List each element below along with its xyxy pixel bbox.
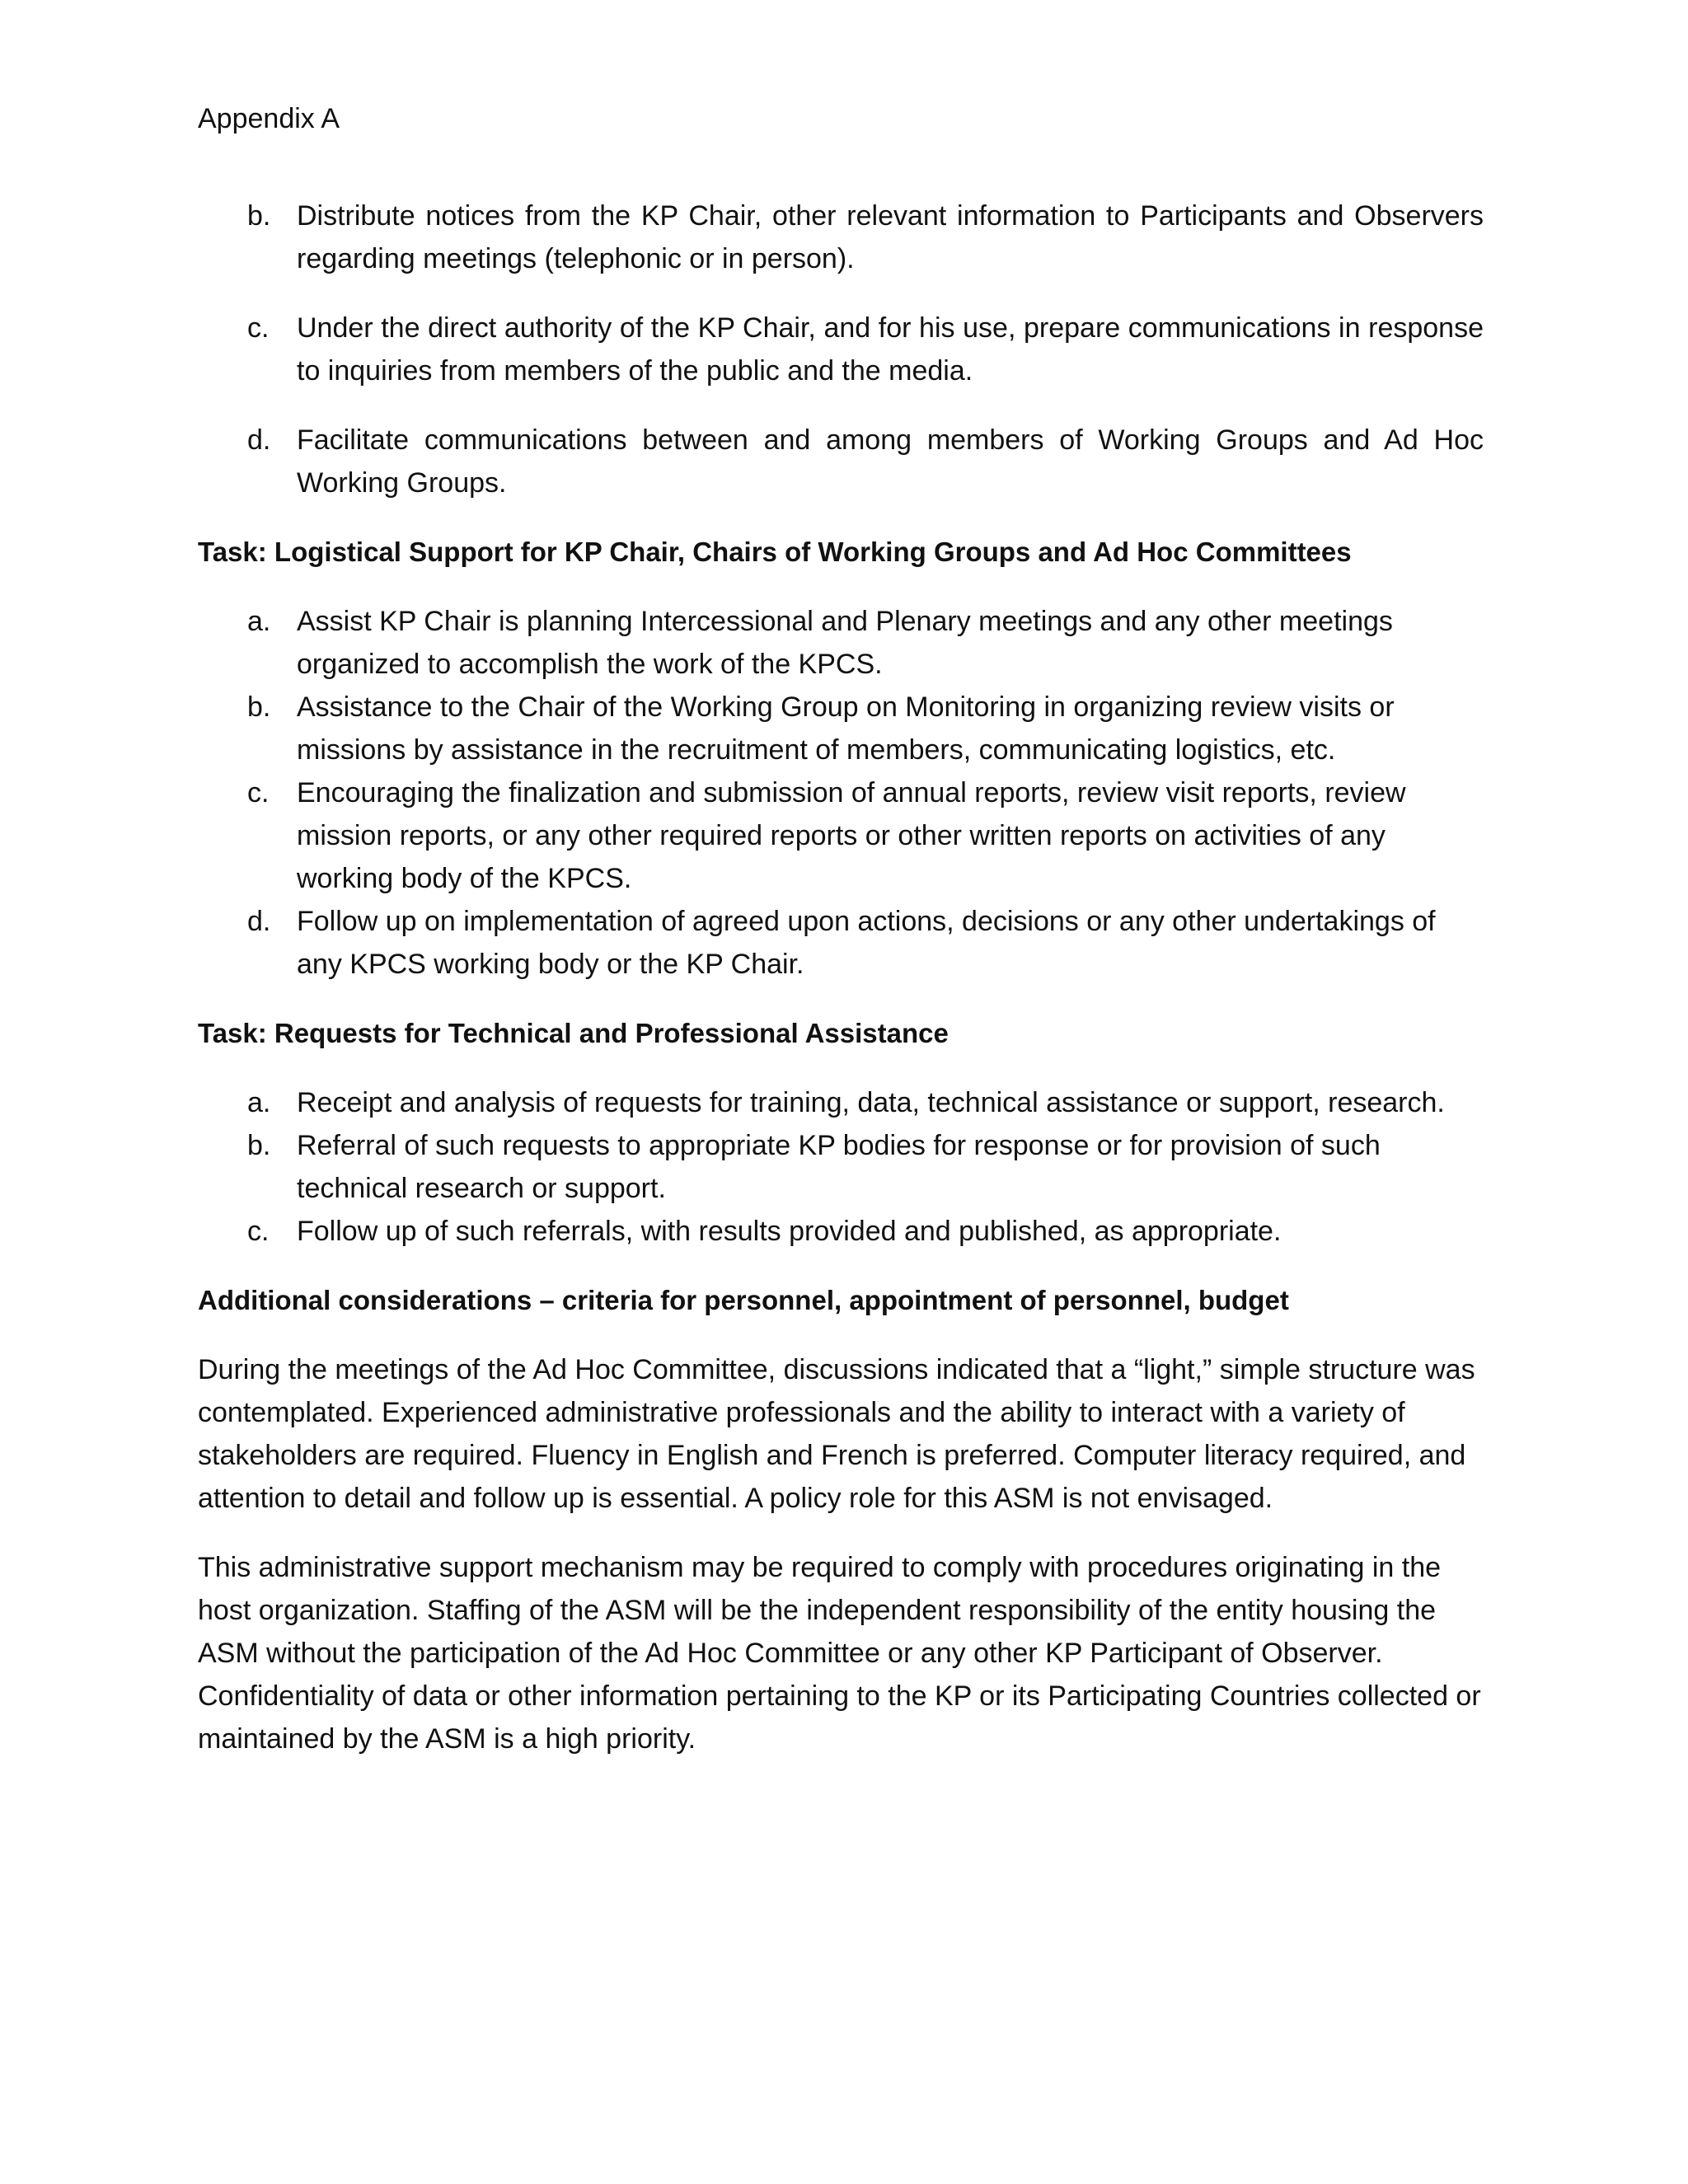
intro-list (198, 194, 1484, 504)
page-header: Appendix A (198, 103, 340, 134)
list-marker: b. (247, 1130, 271, 1161)
paragraph: This administrative support mechanism may be required to comply with procedures originating in the host organization. Staffing of the ASM will be the independent responsibility of the entity housing the ASM without the participation of the Ad Hoc Committee or any other KP Participant of Observer. Confidentiality of data or other information pertaining to the KP or its Participating Countries collected or maintained by the ASM is a high priority. (198, 1552, 1481, 1755)
list-marker: c. (247, 777, 270, 808)
list-item (198, 686, 1484, 771)
technical-list (198, 1081, 1484, 1253)
section-heading-logistical: Task: Logistical Support for KP Chair, Chairs of Working Groups and Ad Hoc Committees (198, 537, 1352, 567)
list-marker: c. (247, 1216, 270, 1247)
logistical-list (198, 600, 1484, 986)
list-item (198, 1124, 1484, 1210)
list-item-text: Receipt and analysis of requests for training, data, technical assistance or support, research. (297, 1087, 1445, 1118)
list-item-text: Under the direct authority of the KP Chair, and for his use, prepare communications in response to inquiries from members of the public and the media. (297, 312, 1484, 387)
document-page (198, 97, 1484, 1787)
list-item (198, 600, 1484, 686)
list-item-text: Follow up of such referrals, with results provided and published, as appropriate. (297, 1216, 1282, 1247)
list-item (198, 1210, 1484, 1253)
list-item (198, 307, 1484, 392)
list-marker: d. (247, 906, 271, 937)
list-marker: a. (247, 1087, 271, 1118)
list-marker: c. (247, 312, 270, 344)
list-marker: b. (247, 200, 271, 232)
paragraph: During the meetings of the Ad Hoc Committee, discussions indicated that a “light,” simple structure was contemplated. Experienced administrative professionals and the ability to interact with a variety of stakeholders are required. Fluency in English and French is preferred. Computer literacy required, and attention to detail and follow up is essential. A policy role for this ASM is not envisaged. (198, 1354, 1475, 1514)
list-item (198, 419, 1484, 504)
section-heading-technical: Task: Requests for Technical and Professional Assistance (198, 1018, 949, 1048)
list-item-text: Assist KP Chair is planning Intercessional and Plenary meetings and any other meetings organized to accomplish the work of the KPCS. (297, 606, 1393, 680)
list-item (198, 1081, 1484, 1124)
list-item (198, 771, 1484, 900)
list-item (198, 900, 1484, 986)
list-item-text: Distribute notices from the KP Chair, other relevant information to Participants and Observers regarding meetings (telephonic or in person). (297, 200, 1484, 274)
list-item-text: Follow up on implementation of agreed upon actions, decisions or any other undertakings of any KPCS working body or the KP Chair. (297, 906, 1436, 980)
list-marker: a. (247, 606, 271, 637)
list-item-text: Assistance to the Chair of the Working Group on Monitoring in organizing review visits or missions by assistance in the recruitment of members, communicating logistics, etc. (297, 691, 1395, 766)
list-item-text: Referral of such requests to appropriate KP bodies for response or for provision of such technical research or support. (297, 1130, 1381, 1204)
list-marker: b. (247, 691, 271, 723)
list-marker: d. (247, 424, 271, 456)
list-item-text: Facilitate communications between and among members of Working Groups and Ad Hoc Working Groups. (297, 424, 1484, 499)
list-item (198, 194, 1484, 280)
section-heading-additional: Additional considerations – criteria for personnel, appointment of personnel, budget (198, 1285, 1289, 1315)
list-item-text: Encouraging the finalization and submission of annual reports, review visit reports, review mission reports, or any other required reports or other written reports on activities of any working body of the KPCS. (297, 777, 1406, 894)
